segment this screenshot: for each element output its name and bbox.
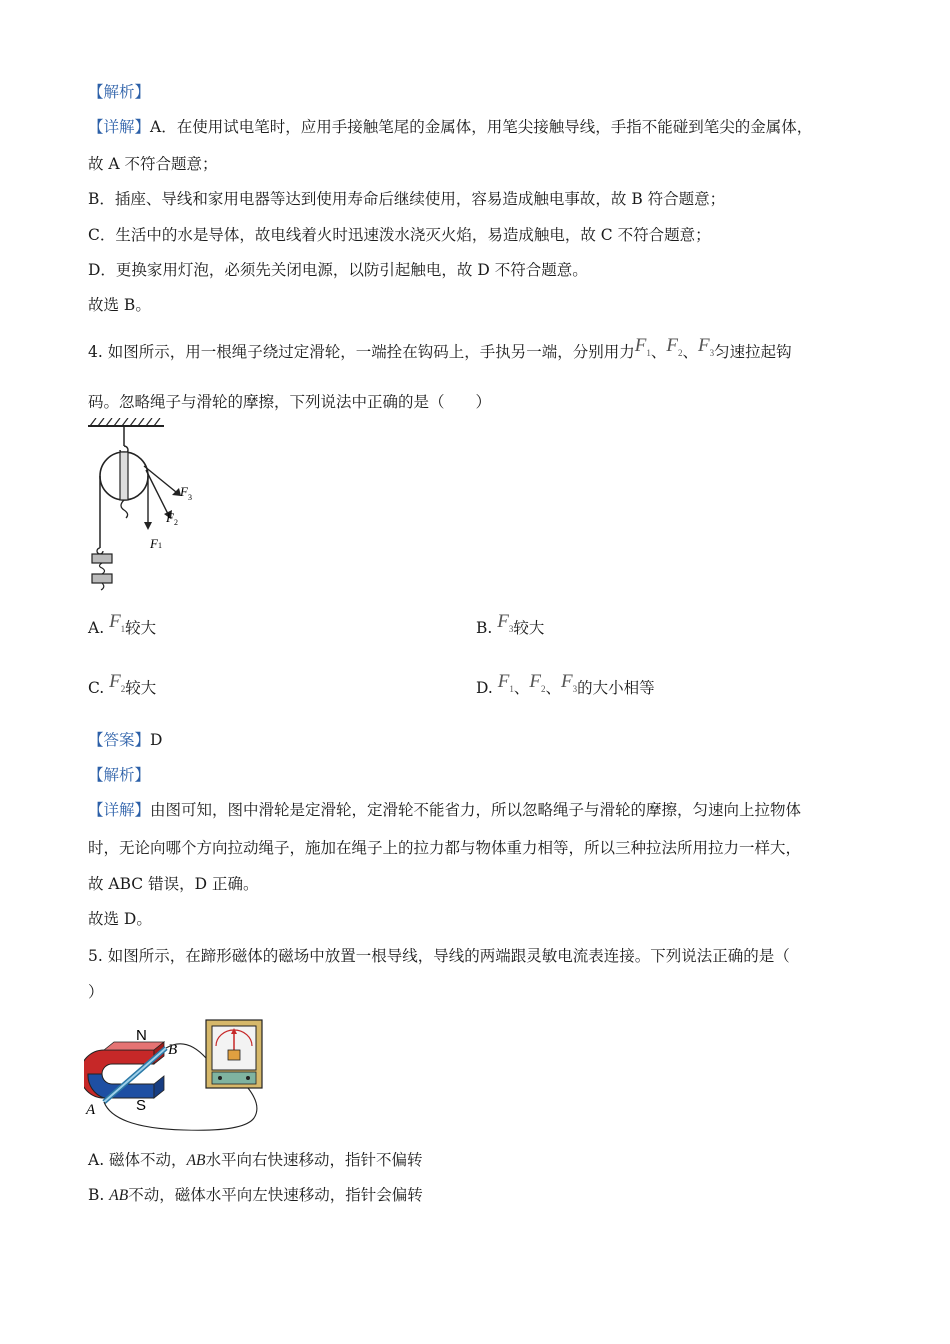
q4-answer: 【答案】D	[88, 731, 163, 749]
explanation-line: 故 A 不符合题意；	[88, 155, 218, 173]
question-4-stem-cont: 码。忽略绳子与滑轮的摩擦，下列说法中正确的是（ ）	[88, 393, 492, 411]
detail-tag: 【详解】	[88, 118, 151, 136]
explanation-line: 【详解】由图可知，图中滑轮是定滑轮，定滑轮不能省力，所以忽略绳子与滑轮的摩擦，匀速向上拉物体	[88, 801, 802, 819]
section-label-analysis: 【解析】	[88, 83, 151, 101]
explanation-line: 时，无论向哪个方向拉动绳子，施加在绳子上的拉力都与物体重力相等，所以三种拉法所用拉力一样大，	[88, 839, 802, 857]
explanation-line: C．生活中的水是导体，故电线着火时迅速泼水浇灭火焰，易造成触电，故 C 不符合题意；	[88, 226, 711, 244]
label-F2: F	[166, 510, 174, 525]
label-F3: F	[180, 484, 188, 499]
q4-option-a: A. $F_1$较大	[88, 611, 157, 637]
label-N: N	[136, 1027, 147, 1044]
q4-option-c: C. $F_2$较大	[88, 671, 157, 697]
label-A: A	[86, 1102, 96, 1118]
svg-text:1: 1	[158, 541, 162, 550]
section-label-analysis: 【解析】	[88, 766, 151, 784]
q5-option-b: B. AB不动，磁体水平向左快速移动，指针会偏转	[88, 1186, 423, 1204]
question-5-stem-cont: ）	[88, 983, 104, 1001]
conclusion-line: 故选 D。	[88, 910, 152, 928]
explanation-line: 故 ABC 错误，D 正确。	[88, 875, 259, 893]
label-B: B	[168, 1042, 178, 1058]
detail-tag: 【详解】	[88, 801, 151, 819]
question-4-stem: 4. 如图所示，用一根绳子绕过定滑轮，一端拴在钩码上，手执另一端，分别用力$F_1$、$F_2$、$F_3$匀速拉起钩	[88, 335, 792, 361]
q4-option-d: D. $F_1$、$F_2$、$F_3$的大小相等	[476, 671, 655, 697]
magnet-galvanometer-figure	[84, 1012, 284, 1137]
svg-text:3: 3	[188, 493, 192, 502]
label-S: S	[136, 1097, 147, 1114]
q4-option-b: B. $F_3$较大	[476, 611, 545, 637]
question-5-stem: 5. 如图所示，在蹄形磁体的磁场中放置一根导线，导线的两端跟灵敏电流表连接。下列说法正确的是（	[88, 947, 790, 965]
label-F1: F	[150, 536, 158, 551]
conclusion-line: 故选 B。	[88, 296, 151, 314]
explanation-line: D．更换家用灯泡，必须先关闭电源，以防引起触电，故 D 不符合题意。	[88, 261, 588, 279]
explanation-line: B．插座、导线和家用电器等达到使用寿命后继续使用，容易造成触电事故，故 B 符合题意；	[88, 190, 726, 208]
pulley-figure	[84, 418, 214, 593]
q5-option-a: A. 磁体不动，AB水平向右快速移动，指针不偏转	[88, 1151, 423, 1169]
svg-text:2: 2	[174, 518, 178, 527]
explanation-line: 【详解】A．在使用试电笔时，应用手接触笔尾的金属体，用笔尖接触导线，手指不能碰到笔尖的金属体，	[88, 118, 813, 136]
